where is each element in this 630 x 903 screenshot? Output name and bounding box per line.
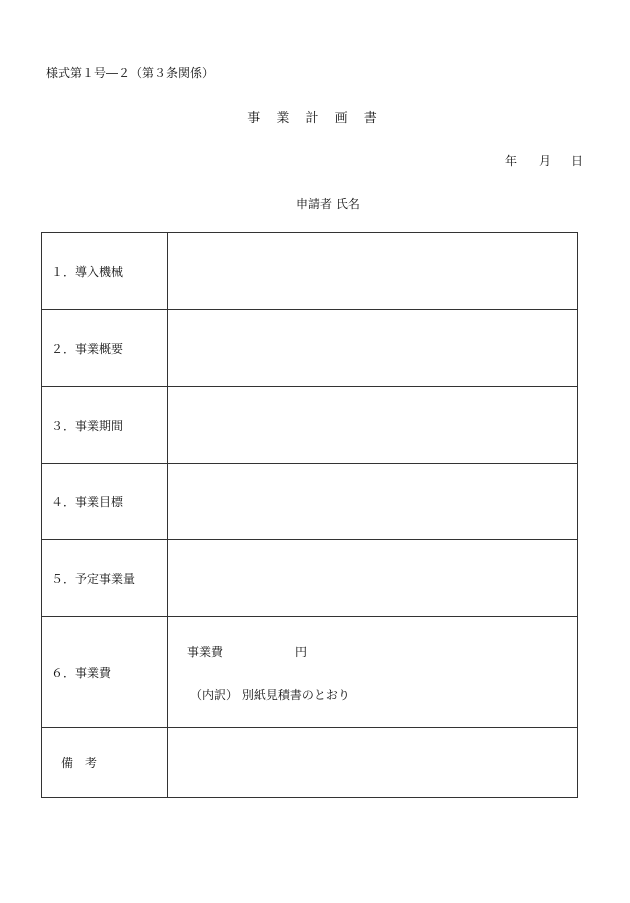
table-row-period [42,387,578,464]
cost-amount-line [187,643,307,660]
date-month-label: 月 [539,154,552,168]
table-row-cost [42,617,578,728]
row-label: ３．事業期間 [42,387,168,464]
date-line [505,152,583,169]
row-value-cell[interactable] [168,310,578,387]
applicant-name-label: 申請者 氏名 [296,197,360,211]
form-number: 様式第１号―２（第３条関係） [46,66,215,80]
table-row-goal [42,464,578,540]
row-label: 備 考 [42,728,168,798]
row-value-cell[interactable] [168,540,578,617]
row-value-cell[interactable] [168,464,578,540]
cost-breakdown: （内訳） 別紙見積書のとおり [190,688,350,702]
row-value-cell[interactable] [168,387,578,464]
cost-label: 事業費 [187,645,224,659]
row-label: ２．事業概要 [42,310,168,387]
date-day-label: 日 [571,154,584,168]
document-title: 事 業 計 画 書 [247,111,383,126]
table-row-planned-volume [42,540,578,617]
cost-unit: 円 [295,645,308,659]
date-year-label: 年 [505,154,518,168]
table-row-overview [42,310,578,387]
row-value-cell[interactable] [168,233,578,310]
row-label: １．導入機械 [42,233,168,310]
row-label: ６．事業費 [42,617,168,728]
table-row-remarks [42,728,578,798]
row-value-cell[interactable] [168,728,578,798]
plan-table [41,232,578,798]
row-label: ４．事業目標 [42,464,168,540]
row-label: ５．予定事業量 [42,540,168,617]
table-row-machinery [42,233,578,310]
cost-cell[interactable] [168,617,578,728]
